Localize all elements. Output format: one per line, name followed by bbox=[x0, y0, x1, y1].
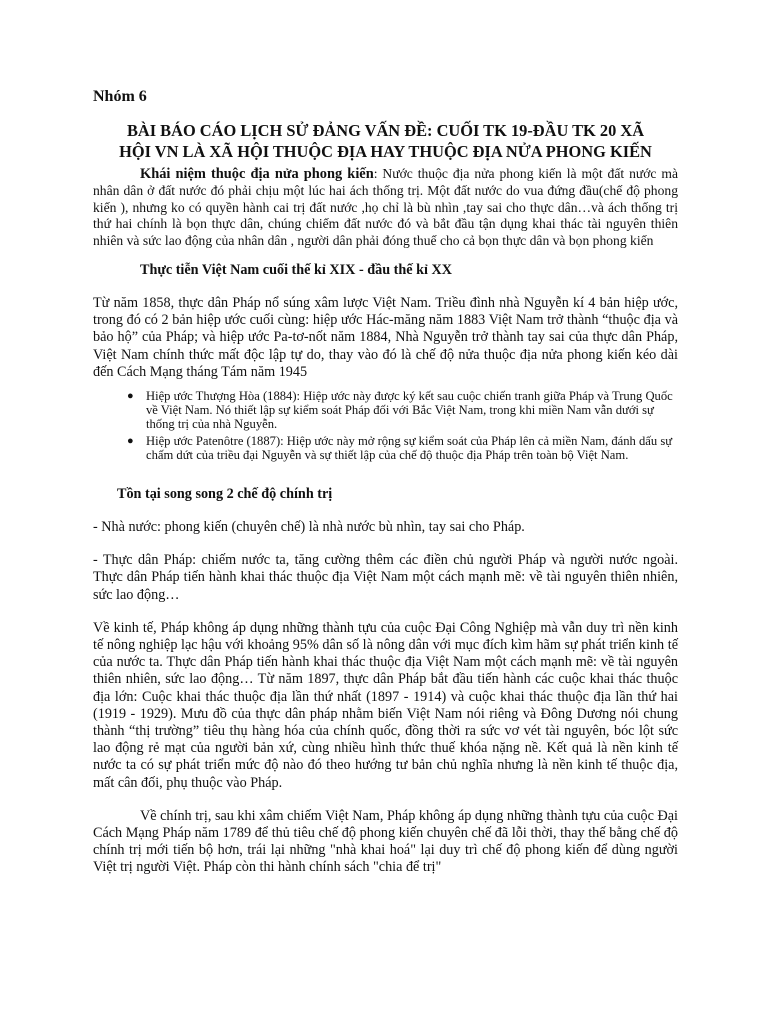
treaty-text: Hiệp ước Thượng Hòa (1884): Hiệp ước này được ký kết sau cuộc chiến tranh giữa Pháp và Trung Quốc về Việt Nam. Nó thiết lập sự kiểm soát Pháp đối với Bắc Việt Nam, trong khi miền Nam vẫn dưới sự thống trị của nhà Nguyễn. bbox=[146, 389, 673, 432]
bullet-icon: ● bbox=[127, 390, 134, 402]
bullet-icon: ● bbox=[127, 434, 134, 447]
group-label: Nhóm 6 bbox=[93, 88, 147, 105]
document-body bbox=[93, 88, 678, 877]
politics-paragraph bbox=[93, 808, 678, 877]
definition-term: Khái niệm thuộc địa nửa phong kiến bbox=[140, 166, 374, 182]
report-title bbox=[93, 120, 678, 162]
history-paragraph: Từ năm 1858, thực dân Pháp nổ súng xâm lược Việt Nam. Triều đình nhà Nguyễn kí 4 bản hiệp ước, trong đó có 2 bản hiệp ước cuối cùng: hiệp ước Hác-măng năm 1883 Việt Nam trở thành “thuộc địa và bảo hộ” của Pháp; và hiệp ước Pa-tơ-nốt năm 1884, Nhà Nguyễn trở thành tay sai của thực dân Pháp, Việt Nam chính thức mất độc lập tự do, thay vào đó là chế độ nửa thuộc địa nửa phong kiến kéo dài đến Cách Mạng tháng Tám năm 1945 bbox=[93, 294, 678, 380]
title-line-1: BÀI BÁO CÁO LỊCH SỬ ĐẢNG VẤN ĐỀ: CUỐI TK 19-ĐẦU TK 20 XÃ bbox=[126, 121, 645, 140]
definition-paragraph bbox=[93, 166, 678, 250]
treaty-list bbox=[93, 389, 678, 462]
title-line-2: HỘI VN LÀ XÃ HỘI THUỘC ĐỊA HAY THUỘC ĐỊA NỬA PHONG KIẾN bbox=[119, 142, 652, 161]
politics-text: Về chính trị, sau khi xâm chiếm Việt Nam, Pháp không áp dụng những thành tựu của cuộc Đại Cách Mạng Pháp năm 1789 để thủ tiêu chế độ phong kiến chuyên chế đã lỗi thời, thay thế bằng chế độ chính trị mới tiến bộ hơn, trái lại những "nhà khai hoá" lại duy trì chế độ phong kiến để dùng người Việt trị người Việt. Pháp còn thi hành chính sách "chia để trị" bbox=[93, 807, 678, 876]
colonial-paragraph: - Thực dân Pháp: chiếm nước ta, tăng cường thêm các điền chủ người Pháp và người nước ngoài. Thực dân Pháp tiến hành khai thác thuộc địa Việt Nam một cách mạnh mẽ: về tài nguyên thiên nhiên, sức lao động… bbox=[93, 552, 678, 603]
state-paragraph: - Nhà nước: phong kiến (chuyên chế) là nhà nước bù nhìn, tay sai cho Pháp. bbox=[93, 519, 525, 536]
definition-text: : Nước thuộc địa nửa phong kiến là một đất nước mà nhân dân ở đất nước đó phải chịu một lúc hai ách thống trị. Một đất nước do vua đứng đầu(chế độ phong kiến ), nhưng ko có quyền hành cai trị đất nước ,họ chỉ là bù nhìn ,tay sai cho thực dân…và ách thống trị thứ hai chính là bọn thực dân, chúng chiếm đất nước đó và bắt đầu tận dụng khai thác tài nguyên thiên nhiên và sức lao động của nhân dân , người dân phải đóng thuế cho cả bọn thực dân và bọn phong kiến bbox=[93, 166, 678, 249]
list-item bbox=[127, 433, 678, 462]
section-heading-regimes: Tồn tại song song 2 chế độ chính trị bbox=[117, 486, 333, 503]
treaty-text: Hiệp ước Patenôtre (1887): Hiệp ước này mở rộng sự kiểm soát của Pháp lên cả miền Nam, đánh dấu sự chấm dứt của triều đại Nguyễn và sự thiết lập của chế độ thuộc địa Pháp trên toàn bộ Việt Nam. bbox=[146, 433, 673, 462]
section-heading-practice: Thực tiễn Việt Nam cuối thế kỉ XIX - đầu thế kỉ XX bbox=[140, 261, 452, 278]
economy-paragraph: Về kinh tế, Pháp không áp dụng những thành tựu của cuộc Đại Công Nghiệp mà vẫn duy trì nền kinh tế nông nghiệp lạc hậu với khoảng 95% dân số là nông dân với mục đích kìm hãm sự phát triển kinh tế của nước ta. Thực dân Pháp tiến hành khai thác thuộc địa Việt Nam một cách mạnh mẽ: về tài nguyên thiên nhiên, sức lao động… Từ năm 1897, thực dân Pháp bắt đầu tiến hành các cuộc khai thác thuộc địa lớn: Cuộc khai thác thuộc địa lần thứ nhất (1897 - 1914) và cuộc khai thác thuộc địa lần thứ hai (1919 - 1929). Mưu đồ của thực dân pháp nhằm biến Việt Nam nói riêng và Đông Dương nói chung thành “thị trường” tiêu thụ hàng hóa của chính quốc, đồng thời ra sức vơ vét tài nguyên, bóc lột sức lao động rẻ mạt của người bản xứ, cùng nhiều hình thức thuế khóa nặng nề. Kết quả là nền kinh tế nước ta có sự phát triển mức độ nào đó theo hướng tư bản chủ nghĩa nhưng là nền kinh tế thuộc địa, mất cân đối, phụ thuộc vào Pháp. bbox=[93, 619, 678, 791]
list-item bbox=[127, 389, 678, 432]
